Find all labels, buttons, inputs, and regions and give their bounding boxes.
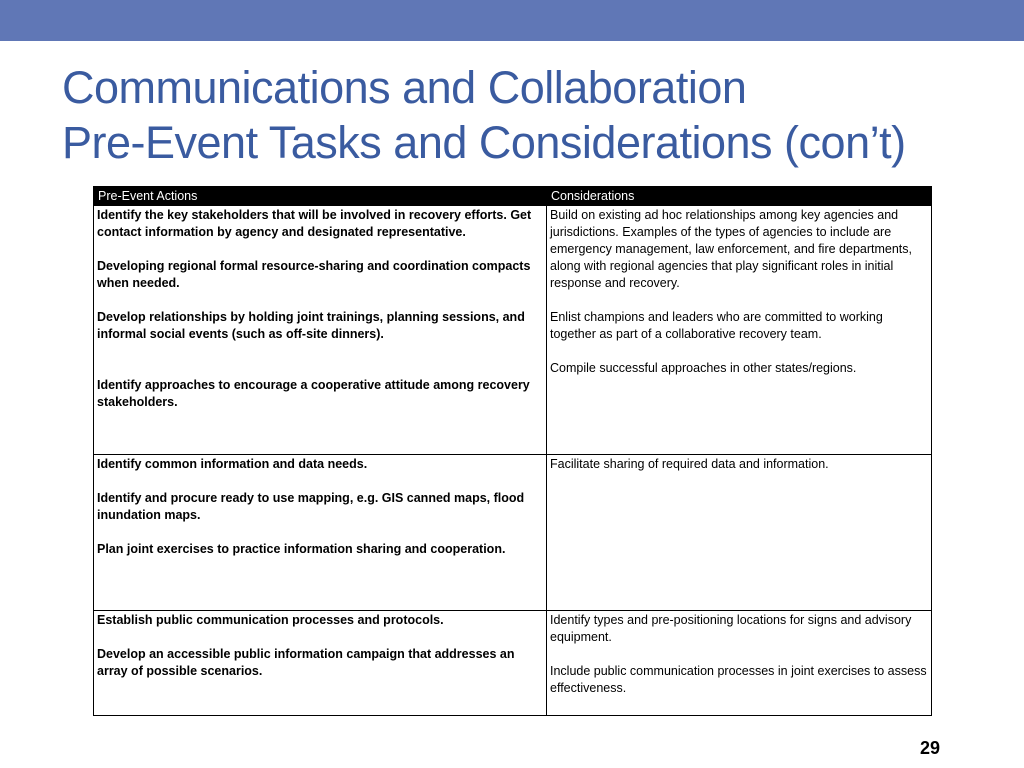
header-pre-event-actions: Pre-Event Actions bbox=[94, 187, 547, 206]
top-accent-bar bbox=[0, 0, 1024, 41]
considerations-cell bbox=[547, 206, 932, 455]
action-item: Establish public communication processes and protocols. bbox=[97, 613, 444, 627]
considerations-cell bbox=[547, 611, 932, 716]
action-item: Identify the key stakeholders that will be involved in recovery efforts. Get contact information by agency and designated representative. bbox=[97, 208, 532, 239]
header-considerations: Considerations bbox=[547, 187, 932, 206]
tasks-table bbox=[93, 186, 932, 716]
title-line-2: Pre-Event Tasks and Considerations (con’t) bbox=[62, 117, 906, 168]
considerations-cell bbox=[547, 455, 932, 611]
table-row bbox=[94, 455, 932, 611]
page-number: 29 bbox=[919, 738, 940, 758]
consideration-item: Facilitate sharing of required data and information. bbox=[550, 457, 829, 471]
consideration-item: Enlist champions and leaders who are committed to working together as part of a collaborative recovery team. bbox=[550, 310, 883, 341]
table-row bbox=[94, 206, 932, 455]
consideration-item: Include public communication processes in joint exercises to assess effectiveness. bbox=[550, 664, 927, 695]
consideration-item: Identify types and pre-positioning locations for signs and advisory equipment. bbox=[550, 613, 912, 644]
table-header-row bbox=[94, 187, 932, 206]
action-item: Plan joint exercises to practice information sharing and cooperation. bbox=[97, 542, 506, 556]
action-item: Identify and procure ready to use mapping, e.g. GIS canned maps, flood inundation maps. bbox=[97, 491, 525, 522]
action-item: Identify approaches to encourage a cooperative attitude among recovery stakeholders. bbox=[97, 378, 530, 409]
consideration-item: Compile successful approaches in other states/regions. bbox=[550, 361, 857, 375]
actions-cell bbox=[94, 206, 547, 455]
action-item: Develop relationships by holding joint trainings, planning sessions, and informal social events (such as off-site dinners). bbox=[97, 310, 525, 341]
title-line-1: Communications and Collaboration bbox=[62, 62, 747, 113]
action-item: Develop an accessible public information campaign that addresses an array of possible scenarios. bbox=[97, 647, 515, 678]
action-item: Identify common information and data needs. bbox=[97, 457, 368, 471]
slide-title bbox=[62, 60, 1012, 170]
table-row bbox=[94, 611, 932, 716]
actions-cell bbox=[94, 455, 547, 611]
actions-cell bbox=[94, 611, 547, 716]
action-item: Developing regional formal resource-sharing and coordination compacts when needed. bbox=[97, 259, 531, 290]
consideration-item: Build on existing ad hoc relationships among key agencies and jurisdictions. Examples of the types of agencies to include are emergency management, law enforcement, and fire departments, along with regional agencies that play significant roles in initial response and recovery. bbox=[550, 208, 912, 290]
